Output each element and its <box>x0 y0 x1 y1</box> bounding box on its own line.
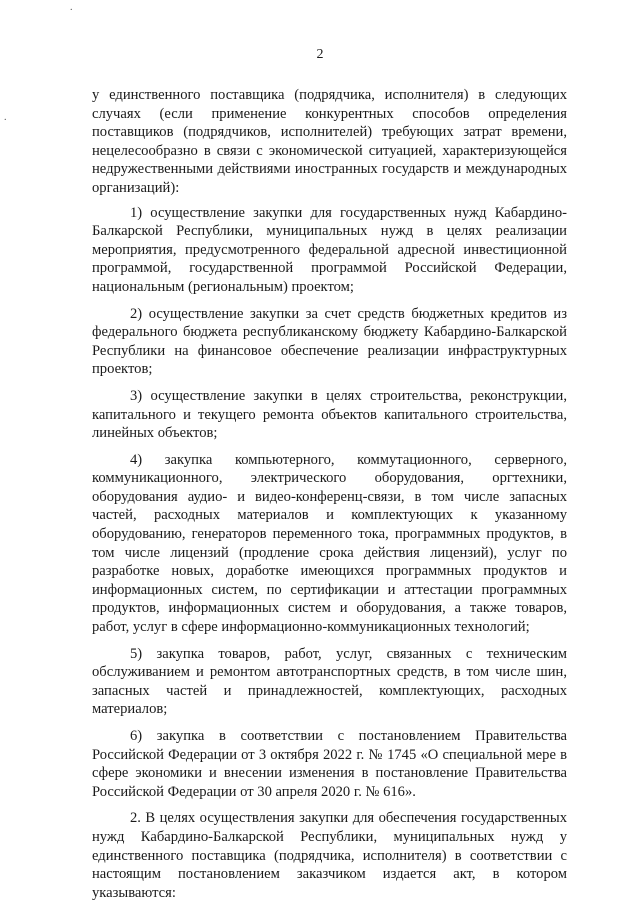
list-item-4: 4) закупка компьютерного, коммутационного, серверного, коммуникационного, электрического оборудования, оргтехники, оборудования аудио- и видео-конференц-связи, в том числе запасных частей, расходных материалов и комплектующих к указанному оборудованию, генераторов переменного тока, программных продуктов, в том числе лицензий (продление срока действия лицензий), услуг по разработке новых, доработке имеющихся программных продуктов и информационных систем, по сертификации и аттестации программных продуктов, информационных систем и оборудования, а также товаров, работ, услуг в сфере информационно-коммуникационных технологий; <box>92 451 567 636</box>
document-body <box>92 86 567 910</box>
paragraph-section-2: 2. В целях осуществления закупки для обеспечения государственных нужд Кабардино-Балкарской Республики, муниципальных нужд у единственного поставщика (подрядчика, исполнителя) в соответствии с настоящим постановлением заказчиком издается акт, в котором указываются: <box>92 810 567 901</box>
list-item-1: 1) осуществление закупки для государственных нужд Кабардино-Балкарской Республики, муниципальных нужд в целях реализации мероприятия, предусмотренного федеральной адресной инвестиционной программой, государственной программой Российской Федерации, национальным (региональным) проектом; <box>92 204 567 295</box>
list-item-3: 3) осуществление закупки в целях строительства, реконструкции, капитального и текущего ремонта объектов капитального строительства, линейных объектов; <box>92 387 567 442</box>
scan-mark: . <box>70 2 73 13</box>
page-number: 2 <box>316 47 324 62</box>
list-item-5: 5) закупка товаров, работ, услуг, связанных с техническим обслуживанием и ремонтом автотранспортных средств, в том числе шин, запасных частей и принадлежностей, комплектующих, расходных материалов; <box>92 645 567 718</box>
scan-mark: . <box>4 112 7 123</box>
list-item-2: 2) осуществление закупки за счет средств бюджетных кредитов из федерального бюджета республиканскому бюджету Кабардино-Балкарской Республики на финансовое обеспечение реализации инфраструктурных проектов; <box>92 305 567 378</box>
list-item-6: 6) закупка в соответствии с постановлением Правительства Российской Федерации от 3 октября 2022 г. № 1745 «О специальной мере в сфере экономики и внесении изменения в постановление Правительства Российской Федерации от 30 апреля 2020 г. № 616». <box>92 728 567 800</box>
paragraph-intro: у единственного поставщика (подрядчика, исполнителя) в следующих случаях (если применение конкурентных способов определения поставщиков (подрядчиков, исполнителей) требующих затрат времени, нецелесообразно в связи с экономической ситуацией, характеризующейся недружественными действиями иностранных государств и международных организаций): <box>92 87 567 196</box>
